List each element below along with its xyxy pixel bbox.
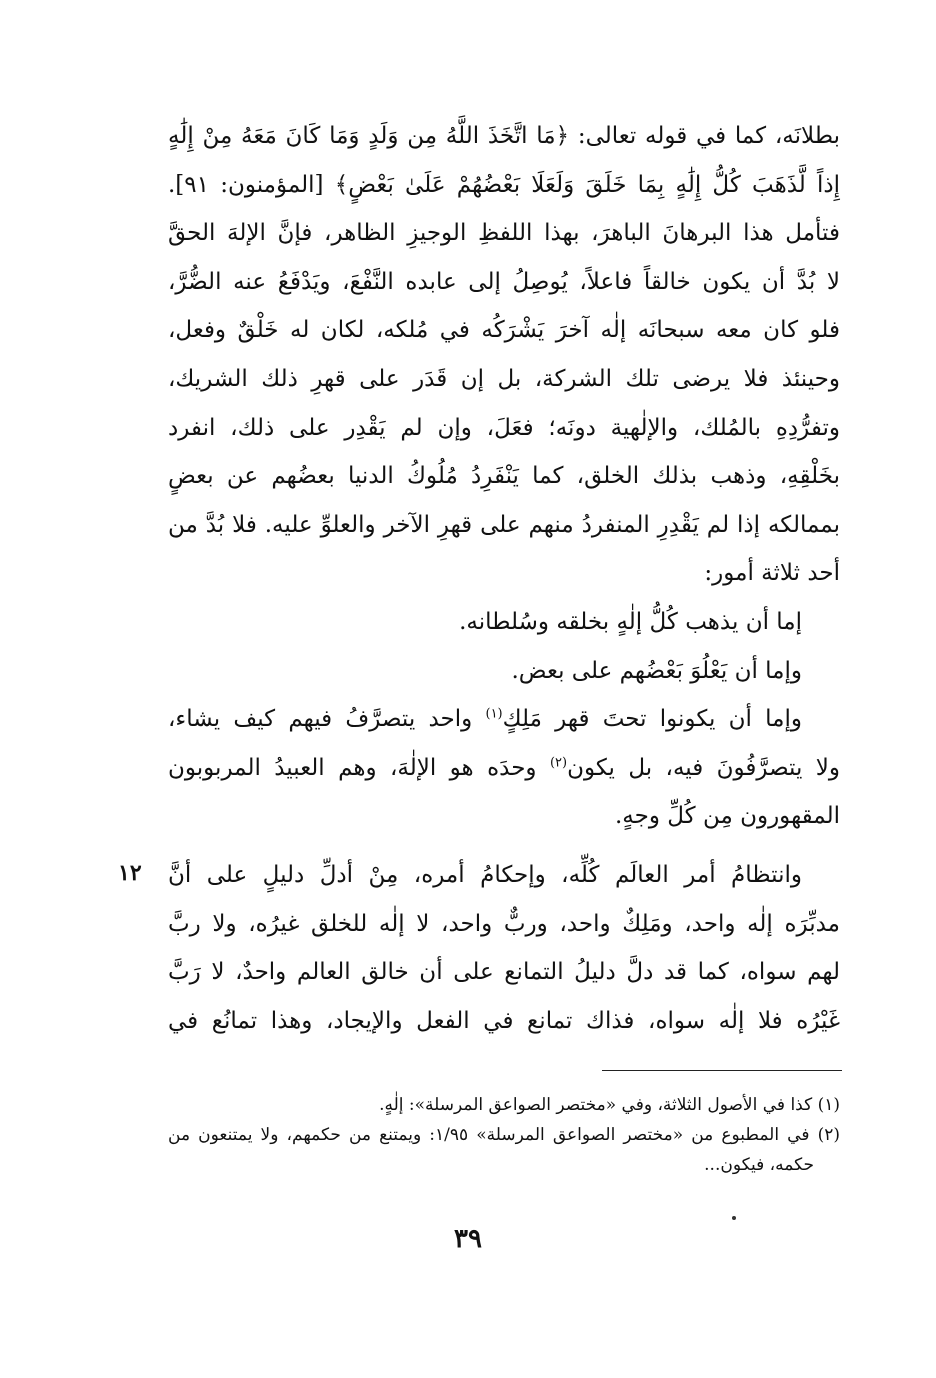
text-line: وحينئذ فلا يرضى تلك الشركة، بل إن قَدَر على قهرِ ذلك الشريك، [168,365,840,392]
footnotes [168,1090,840,1180]
text-fragment: ولا يتصرَّفُونَ فيه، بل يكون [567,754,841,781]
text-line: بممالكه إذا لم يَقْدِرِ المنفردُ منهم على قهرِ الآخر والعلوِّ عليه. فلا بُدَّ من [168,511,840,538]
footnote-mark: (٢) [549,755,568,771]
footnote-2-continuation: حكمه، فيكون... [704,1155,814,1175]
text-line: إما أن يذهب كُلُّ إلٰهٍ بخلقه وسُلطانه. [459,608,802,635]
text-line: إِذاً لَّذَهَبَ كُلُّ إِلَٰهٍ بِمَا خَلَقَ وَلَعَلَا بَعْضُهُمْ عَلَىٰ بَعْضٍ﴾ [المؤمنون: ٩١]. [168,171,840,198]
margin-section-number: ١٢ [118,860,142,886]
text-line: مدبِّرَه إلٰه واحد، ومَلِكٌ واحد، وربٌّ واحد، لا إلٰه للخلق غيرُه، ولا ربَّ [168,910,840,937]
footnote-2: (٢) في المطبوع من «مختصر الصواعق المرسلة» ١/٩٥: ويمتنع من حكمهم، ولا يمتنعون من [168,1125,840,1145]
text-line: غَيْرُه فلا إلٰه سواه، فذاك تمانع في الفعل والإيجاد، وهذا تمانُع في [168,1007,840,1034]
text-line: لهم سواه، كما قد دلَّ دليلُ التمانع على أن خالق العالم واحدٌ، لا رَبَّ [168,959,840,986]
text-line: بخَلْقِهِ، وذهب بذلك الخلق، كما يَنْفَرِدُ مُلُوكُ الدنيا بعضُهم عن بعضٍ [168,463,840,490]
text-line: لا بُدَّ أن يكون خالقاً فاعلاً، يُوصِلُ إلى عابده النَّفْعَ، ويَدْفَعُ عنه الضُّرَّ، [168,268,840,295]
footnote-1: (١) كذا في الأصول الثلاثة، وفي «مختصر الصواعق المرسلة»: إلٰهٍ. [379,1095,840,1115]
text-line: فلو كان معه سبحانَه إلٰه آخرَ يَشْرَكُه في مُلكه، لكان له خَلْقٌ وفعل، [168,317,840,344]
text-line: وتفرُّدِهِ بالمُلك، والإلٰهية دونَه؛ فعَلَ، وإن لم يَقْدِر على ذلك، انفرد [168,414,840,441]
footnote-divider [602,1070,842,1071]
text-line [168,744,840,793]
text-line: بطلانَه، كما في قوله تعالى: ﴿مَا اتَّخَذَ اللَّهُ مِن وَلَدٍ وَمَا كَانَ مَعَهُ مِنْ إِلَٰهٍ [168,123,840,149]
text-line: فتأمل هذا البرهانَ الباهرَ، بهذا اللفظِ الوجيزِ الظاهر، فإنَّ الإلهَ الحقَّ [168,220,840,247]
footnote-mark: (١) [485,706,503,722]
page-number: ٣٩ [454,1224,482,1254]
text-line: وإما أن يَعْلُوَ بَعْضُهم على بعض. [511,657,802,684]
text-line [168,695,840,744]
text-line: أحد ثلاثة أمور: [704,560,840,587]
text-fragment: واحد يتصرَّفُ فيهم كيف يشاء، [168,706,473,733]
text-fragment: وحدَه هو الإلٰهَ، وهم العبيدُ المربوبون [168,754,537,781]
text-fragment: وإما أن يكونوا تحتَ قهر مَلِكٍ [502,706,802,733]
text-line: المقهورون مِن كُلِّ وجهٍ. [614,803,840,830]
main-text [168,112,840,1045]
stray-dot [732,1216,736,1220]
text-line: وانتظامُ أمر العالَم كُلِّه، وإحكامُ أمره، مِنْ أدلِّ دليلٍ على أنَّ [168,861,802,888]
